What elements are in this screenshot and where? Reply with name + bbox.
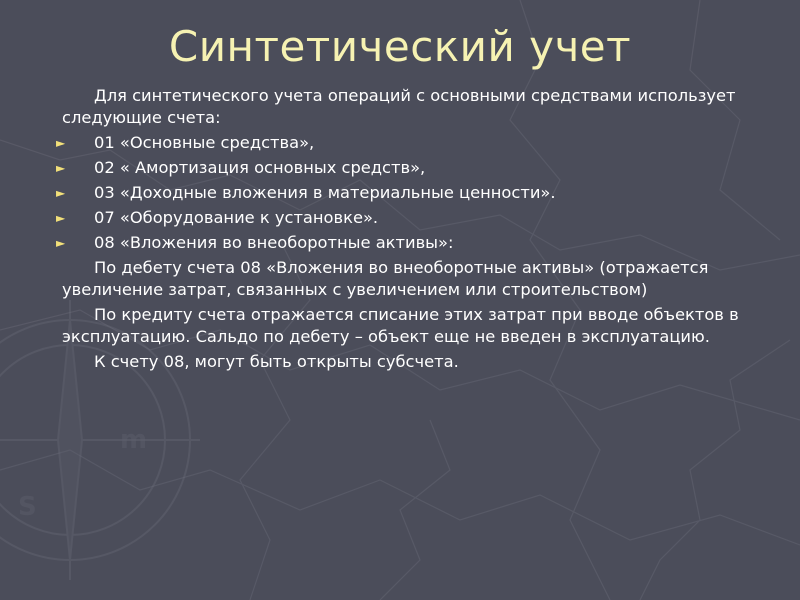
account-list: [56, 132, 774, 254]
arrow-bullet-icon: ►: [56, 186, 66, 200]
svg-text:S: S: [18, 492, 37, 522]
credit-paragraph: По кредиту счета отражается списание этих затрат при вводе объектов в эксплуатацию. Сальдо по дебету – объект еще не введен в эксплуатацию.: [62, 305, 739, 346]
arrow-bullet-icon: ►: [56, 136, 66, 150]
list-item: [56, 207, 774, 229]
list-item: [56, 182, 774, 204]
slide-title: Синтетический учет: [168, 22, 632, 71]
slide-body: [56, 85, 774, 376]
subaccounts-paragraph: К счету 08, могут быть открыты субсчета.: [94, 352, 459, 371]
arrow-bullet-icon: ►: [56, 211, 66, 225]
list-item-text: 07 «Оборудование к установке».: [94, 208, 379, 227]
list-item: [56, 157, 774, 179]
arrow-bullet-icon: ►: [56, 236, 66, 250]
debit-paragraph: По дебету счета 08 «Вложения во внеоборотные активы» (отражается увеличение затрат, связанных с увеличением или строительством): [62, 258, 709, 299]
list-item-text: 02 « Амортизация основных средств»,: [94, 158, 426, 177]
list-item: [56, 232, 774, 254]
intro-paragraph: Для синтетического учета операций с основными средствами использует следующие счета:: [62, 86, 736, 127]
arrow-bullet-icon: ►: [56, 161, 66, 175]
list-item: [56, 132, 774, 154]
list-item-text: 01 «Основные средства»,: [94, 133, 315, 152]
list-item-text: 03 «Доходные вложения в материальные ценности».: [94, 183, 556, 202]
svg-text:m: m: [120, 425, 148, 455]
list-item-text: 08 «Вложения во внеоборотные активы»:: [94, 233, 454, 252]
